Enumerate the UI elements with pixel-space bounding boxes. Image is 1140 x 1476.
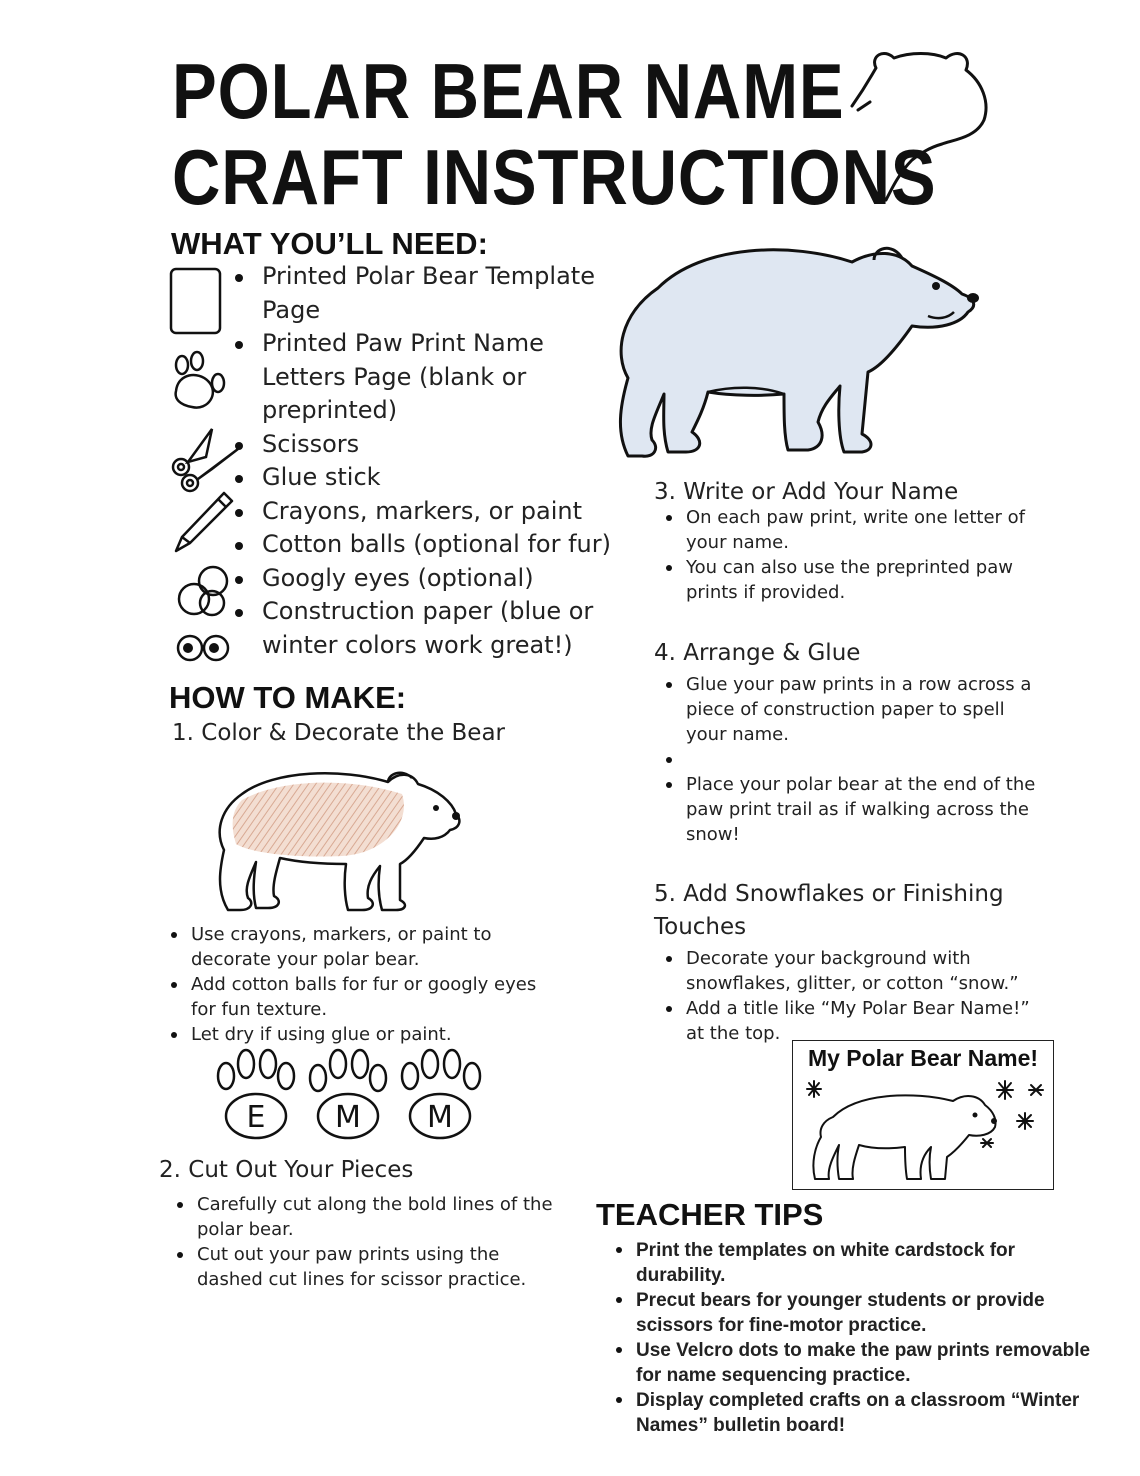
example-card	[792, 1040, 1054, 1190]
tips-item: Print the templates on white cardstock for durability.	[614, 1238, 1104, 1288]
step4-bullet: Place your polar bear at the end of the paw print trail as if walking across the snow!	[664, 772, 1039, 847]
tips-list	[614, 1238, 1104, 1438]
needs-item: Construction paper (blue or winter colors work great!)	[232, 595, 622, 662]
googly-eyes-icon	[178, 636, 228, 660]
step5-title: 5. Add Snowflakes or Finishing Touches	[654, 881, 1004, 940]
step2-bullet: Carefully cut along the bold lines of the polar bear.	[175, 1192, 555, 1242]
tips-item: Display completed crafts on a classroom “Winter Names” bulletin board!	[614, 1388, 1104, 1438]
needs-item: Googly eyes (optional)	[232, 562, 622, 596]
needs-heading: WHAT YOU’LL NEED:	[171, 226, 488, 261]
paw-letter: E	[246, 1100, 266, 1135]
needs-item: Crayons, markers, or paint	[232, 495, 622, 529]
needs-item: Cotton balls (optional for fur)	[232, 528, 622, 562]
needs-item: Glue stick	[232, 461, 622, 495]
step4-bullet	[664, 747, 1039, 772]
title-line-1: POLAR BEAR NAME	[172, 47, 845, 135]
tips-heading: TEACHER TIPS	[596, 1197, 824, 1232]
paper-icon	[171, 269, 220, 333]
paw-letter: M	[335, 1100, 361, 1135]
polar-bear-illustration	[612, 236, 984, 468]
bear-head-outline-icon	[848, 48, 998, 208]
step2-bullet: Cut out your paw prints using the dashed cut lines for scissor practice.	[175, 1242, 555, 1292]
tips-item: Use Velcro dots to make the paw prints removable for name sequencing practice.	[614, 1338, 1104, 1388]
step1-list	[169, 922, 559, 1047]
tips-item: Precut bears for younger students or provide scissors for fine-motor practice.	[614, 1288, 1104, 1338]
step3-bullet: You can also use the preprinted paw prints if provided.	[664, 555, 1039, 605]
step4-title: 4. Arrange & Glue	[654, 640, 861, 666]
needs-item: Scissors	[232, 428, 622, 462]
needs-item: Printed Polar Bear Template Page	[232, 260, 622, 327]
step1-title: 1. Color & Decorate the Bear	[172, 720, 506, 746]
paw-letter: M	[427, 1100, 453, 1135]
needs-list	[232, 260, 622, 662]
step5-bullet: Add a title like “My Polar Bear Name!” at the top.	[664, 996, 1039, 1046]
paw-prints-row	[214, 1046, 486, 1142]
step4-bullet: Glue your paw prints in a row across a piece of construction paper to spell your name.	[664, 672, 1039, 747]
example-card-title: My Polar Bear Name!	[807, 1045, 1039, 1071]
step4-list	[664, 672, 1039, 847]
step5-bullet: Decorate your background with snowflakes, glitter, or cotton “snow.”	[664, 946, 1039, 996]
cotton-balls-icon	[179, 567, 227, 615]
step1-bullet: Add cotton balls for fur or googly eyes for fun texture.	[169, 972, 559, 1022]
needs-item: Printed Paw Print Name Letters Page (blank or preprinted)	[232, 327, 622, 428]
step2-title: 2. Cut Out Your Pieces	[159, 1157, 414, 1183]
step3-list	[664, 505, 1039, 605]
step5-list	[664, 946, 1039, 1046]
example-card-art	[793, 1041, 1053, 1189]
colored-bear-illustration	[212, 764, 466, 914]
step1-bullet: Use crayons, markers, or paint to decorate your polar bear.	[169, 922, 559, 972]
step3-bullet: On each paw print, write one letter of your name.	[664, 505, 1039, 555]
step3-title: 3. Write or Add Your Name	[654, 479, 959, 505]
crayon-icon	[176, 493, 232, 551]
step2-list	[175, 1192, 555, 1292]
step1-bullet: Let dry if using glue or paint.	[169, 1022, 559, 1047]
paw-icon	[176, 352, 224, 408]
scissors-icon	[173, 429, 238, 491]
how-heading: HOW TO MAKE:	[169, 680, 407, 715]
title-line-2: CRAFT INSTRUCTIONS	[172, 133, 937, 221]
